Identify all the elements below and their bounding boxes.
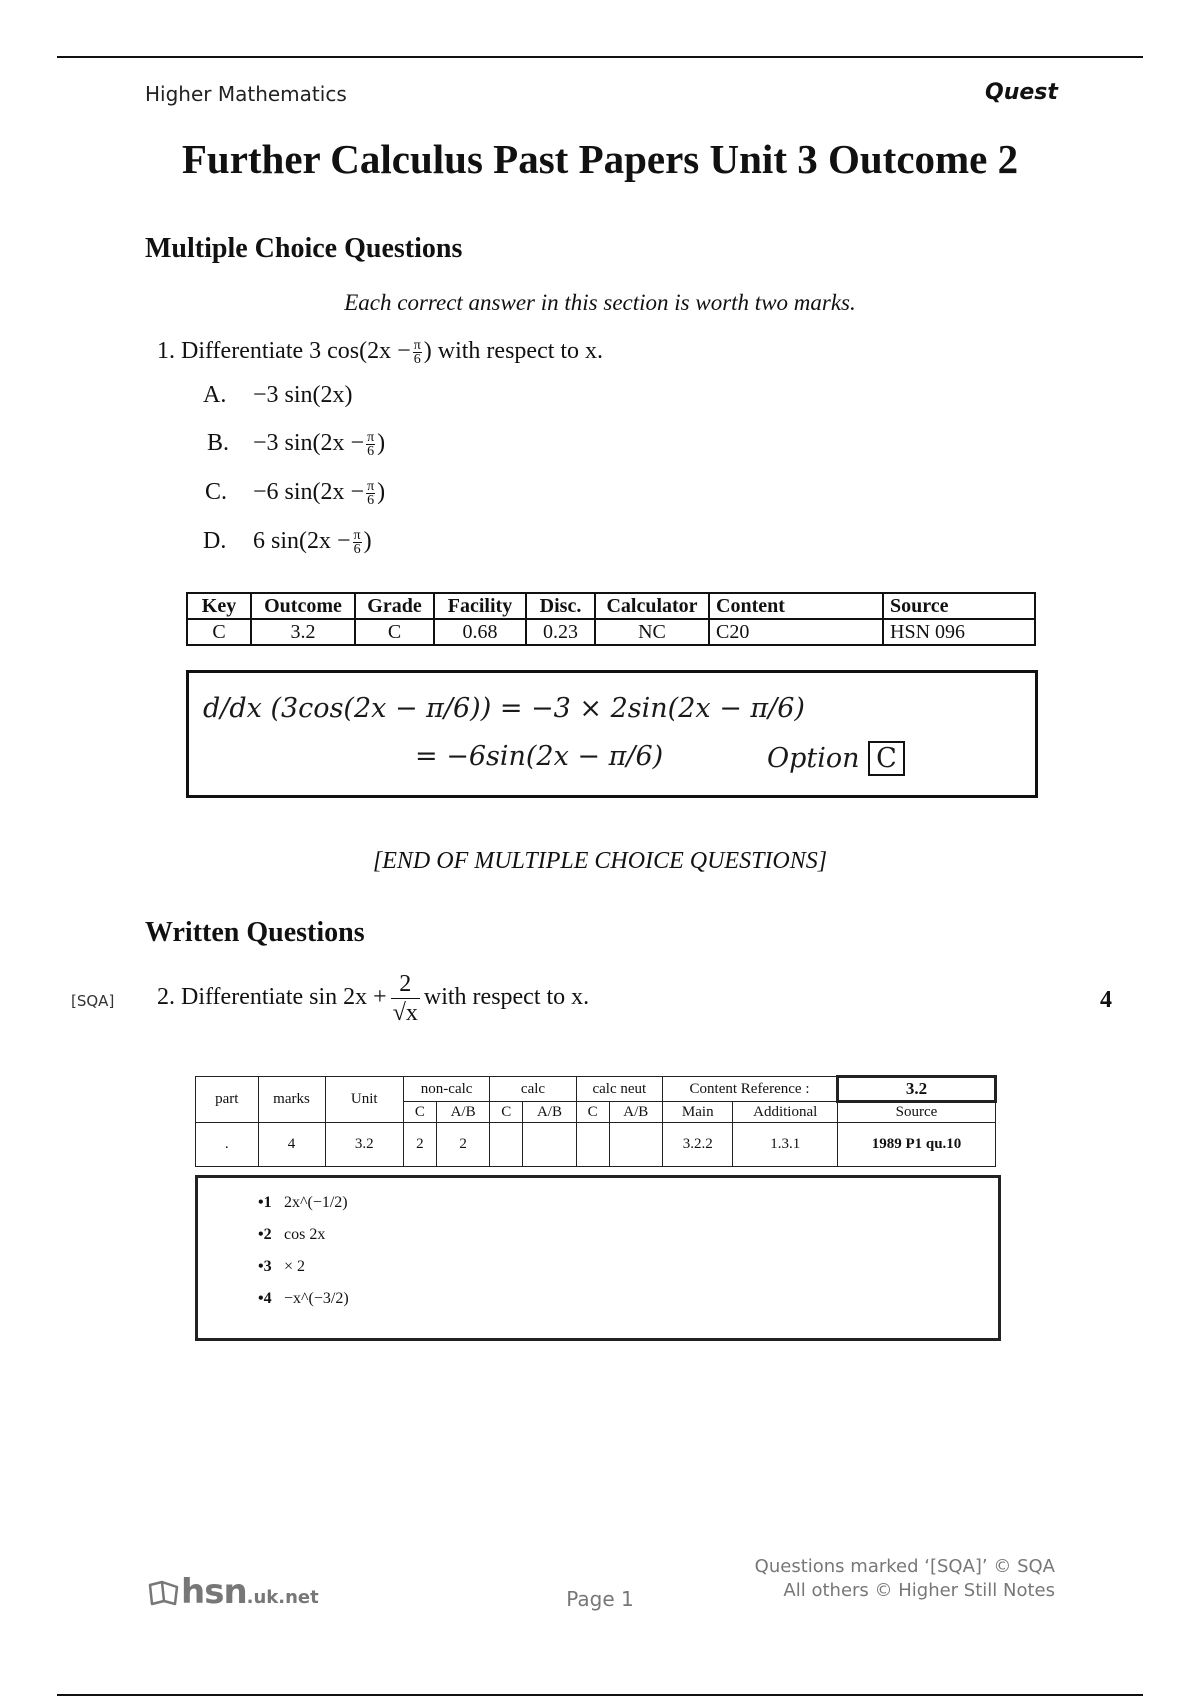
- solution-line-1: d/dx (3cos(2x − π/6)) = −3 × 2sin(2x − π/6): [203, 693, 805, 724]
- copyright-sqa: Questions marked ‘[SQA]’ © SQA: [754, 1556, 1055, 1577]
- scheme-line-2: •2 cos 2x: [258, 1226, 326, 1243]
- question-2-number: 2.: [157, 984, 175, 1011]
- header-brand: Quest: [985, 80, 1058, 105]
- page-title: Further Calculus Past Papers Unit 3 Outcome 2: [181, 136, 1019, 182]
- option-label: Option: [767, 743, 860, 774]
- info-header-row: Key Outcome Grade Facility Disc. Calculator Content Source: [187, 593, 1035, 619]
- content-ref: 3.2: [838, 1077, 996, 1102]
- question-1: [157, 338, 603, 366]
- scheme-line-3: •3 × 2: [258, 1258, 306, 1275]
- option-b: B. −3 sin(2x − $\frac{\pi}{6}$ ): [207, 429, 386, 459]
- question-info-table: [186, 592, 1036, 646]
- solution-option: [767, 741, 905, 776]
- question-1-text-after: ) with respect to x.: [423, 338, 604, 364]
- end-mc-text: [END OF MULTIPLE CHOICE QUESTIONS]: [372, 848, 828, 874]
- bottom-rule: [57, 1694, 1143, 1696]
- pi-over-six: $\frac{\pi}{6}$: [413, 337, 421, 367]
- scheme-line-4: •4 −x^(−3/2): [258, 1290, 349, 1307]
- marking-scheme-box: [195, 1175, 1001, 1341]
- page-number: Page 1: [566, 1587, 634, 1611]
- scheme-line-1: •1 2x^(−1/2): [258, 1194, 348, 1211]
- sqa-tag: [SQA]: [71, 992, 115, 1010]
- question-2-marks: 4: [1100, 987, 1112, 1013]
- solution-line-2: = −6sin(2x − π/6): [415, 741, 664, 772]
- top-rule: [57, 56, 1143, 58]
- marking-table: part marks Unit non-calc calc calc neut Content Reference : 3.2 C A/B C A/B C A/B Main Additional Source . 4 3.2 2 2 3.2.2 1.3.1 1989 P1 qu.10: [195, 1075, 997, 1167]
- copyright-hsn: All others © Higher Still Notes: [783, 1580, 1055, 1601]
- info-data-row: C 3.2 C 0.68 0.23 NC C20 HSN 096: [187, 619, 1035, 645]
- question-2: [157, 970, 589, 1027]
- option-d: D. 6 sin(2x − $\frac{\pi}{6}$ ): [203, 527, 372, 557]
- written-heading: Written Questions: [145, 917, 365, 948]
- question-1-text-before: Differentiate 3 cos(2x −: [181, 338, 411, 364]
- hsn-logo[interactable]: hsn.uk.net: [147, 1572, 319, 1612]
- question-1-number: 1.: [157, 338, 175, 364]
- header-subject: Higher Mathematics: [145, 82, 347, 106]
- question-2-text-before: Differentiate sin 2x +: [181, 984, 387, 1011]
- mc-heading: Multiple Choice Questions: [145, 233, 463, 264]
- question-2-text-after: with respect to x.: [423, 984, 590, 1011]
- option-c: C. −6 sin(2x − $\frac{\pi}{6}$ ): [205, 478, 386, 508]
- two-over-root-x: $\frac{2}{√x}$: [392, 971, 418, 1026]
- worked-solution-box: [186, 670, 1038, 798]
- option-answer-box: C: [868, 741, 905, 776]
- mc-instruction: Each correct answer in this section is worth two marks.: [344, 290, 856, 315]
- option-a: A. −3 sin(2x): [203, 382, 353, 408]
